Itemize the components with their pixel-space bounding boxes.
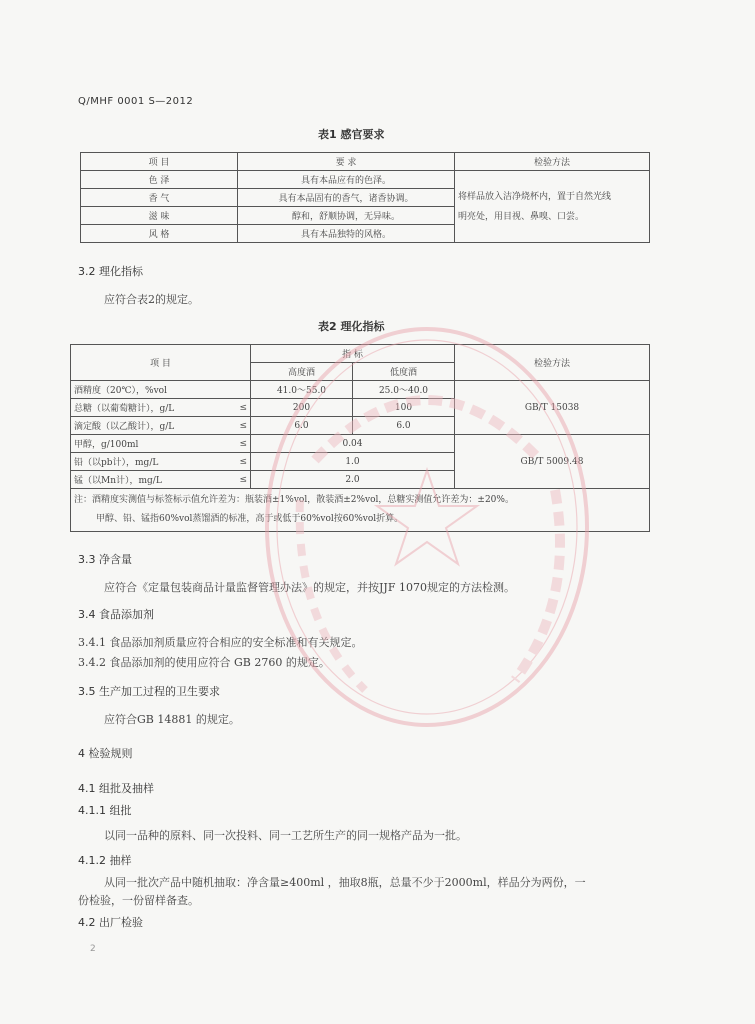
table-cell: 具有本品固有的香气，诸香协调。: [238, 189, 455, 207]
section-body: 份检验，一份留样备查。: [78, 894, 199, 907]
table-header-row: [81, 153, 650, 171]
method-line: 将样品放入洁净烧杯内，置于自然光线: [458, 191, 612, 202]
table-header-cell: 检验方法: [455, 345, 650, 381]
note-line: 甲醇、铅、锰指60%vol蒸馏酒的标准，高于或低于60%vol按60%vol折算。: [96, 514, 404, 524]
table-cell: 铅（以pb计），mg/L: [71, 453, 227, 471]
section-item: 3.4.2 食品添加剂的使用应符合 GB 2760 的规定。: [78, 656, 330, 669]
table-cell: 滴定酸（以乙酸计），g/L: [71, 417, 227, 435]
table-cell: 25.0～40.0: [353, 381, 455, 399]
table-cell: GB/T 15038: [455, 381, 650, 435]
table-cell: GB/T 5009.48: [455, 435, 650, 489]
table-header-cell: 低度酒: [353, 363, 455, 381]
section-body: 应符合GB 14881 的规定。: [104, 713, 240, 726]
table-cell: 2.0: [251, 471, 455, 489]
section-title: 3.3 净含量: [78, 553, 132, 566]
section-body: 应符合表2的规定。: [104, 293, 199, 306]
table-cell: ≤: [226, 453, 251, 471]
section-title: 4.1.2 抽样: [78, 854, 132, 867]
table-cell: 200: [251, 399, 353, 417]
table-cell: 色 泽: [81, 171, 238, 189]
table1-method-cell: [455, 171, 650, 243]
table-cell: ≤: [226, 435, 251, 453]
table-cell: 总糖（以葡萄糖计），g/L: [71, 399, 227, 417]
table2-caption: 表2 理化指标: [318, 320, 385, 333]
company-seal-stamp: [255, 320, 600, 735]
table1-sensory-requirements: [80, 152, 650, 243]
table-cell: ≤: [226, 471, 251, 489]
table-header-cell: 项 目: [81, 153, 238, 171]
table-cell: 6.0: [251, 417, 353, 435]
table-cell: ≤: [226, 399, 251, 417]
table-header-cell: 高度酒: [251, 363, 353, 381]
section-title: 4.1 组批及抽样: [78, 782, 154, 795]
table-cell: 6.0: [353, 417, 455, 435]
table-header-cell: 指 标: [251, 345, 455, 363]
section-title: 4 检验规则: [78, 747, 133, 760]
table-cell: [226, 381, 251, 399]
table-header-cell: 项 目: [71, 345, 251, 381]
page-number: 2: [90, 944, 96, 954]
section-title: 4.1.1 组批: [78, 804, 132, 817]
table-cell: 滋 味: [81, 207, 238, 225]
table-cell: 酒精度（20℃），%vol: [71, 381, 227, 399]
section-item: 3.4.1 食品添加剂质量应符合相应的安全标准和有关规定。: [78, 636, 363, 649]
table-cell: 1.0: [251, 453, 455, 471]
section-title: 3.4 食品添加剂: [78, 608, 154, 621]
table-cell: ≤: [226, 417, 251, 435]
table-cell: 具有本品应有的色泽。: [238, 171, 455, 189]
section-body: 从同一批次产品中随机抽取：净含量≥400ml ，抽取8瓶，总量不少于2000ml，样品分为两份，一: [104, 876, 586, 889]
section-body: 以同一品种的原料、同一次投料、同一工艺所生产的同一规格产品为一批。: [104, 829, 467, 842]
table-header-cell: 要 求: [238, 153, 455, 171]
table-cell: 锰（以Mn计），mg/L: [71, 471, 227, 489]
table1-caption: 表1 感官要求: [318, 128, 385, 141]
standard-number: Q/MHF 0001 S—2012: [78, 96, 194, 107]
table-row: [81, 171, 650, 189]
section-title: 4.2 出厂检验: [78, 916, 143, 929]
table-cell: 具有本品独特的风格。: [238, 225, 455, 243]
table-header-cell: 检验方法: [455, 153, 650, 171]
note-line: 注：酒精度实测值与标签标示值允许差为：瓶装酒±1%vol，散装酒±2%vol，总糖实测值允许差为：±20%。: [74, 495, 514, 505]
table-cell: 甲醇，g/100ml: [71, 435, 227, 453]
seal-icon: [255, 320, 600, 735]
section-body: 应符合《定量包装商品计量监督管理办法》的规定，并按JJF 1070规定的方法检测。: [104, 581, 515, 594]
table-cell: 风 格: [81, 225, 238, 243]
table-cell: 香 气: [81, 189, 238, 207]
table-cell: 醇和，舒顺协调，无异味。: [238, 207, 455, 225]
method-line: 明亮处，用目视、鼻嗅、口尝。: [458, 211, 585, 222]
section-title: 3.2 理化指标: [78, 265, 143, 278]
section-title: 3.5 生产加工过程的卫生要求: [78, 685, 220, 698]
table-cell: 100: [353, 399, 455, 417]
table-cell: 0.04: [251, 435, 455, 453]
table-cell: 41.0～55.0: [251, 381, 353, 399]
